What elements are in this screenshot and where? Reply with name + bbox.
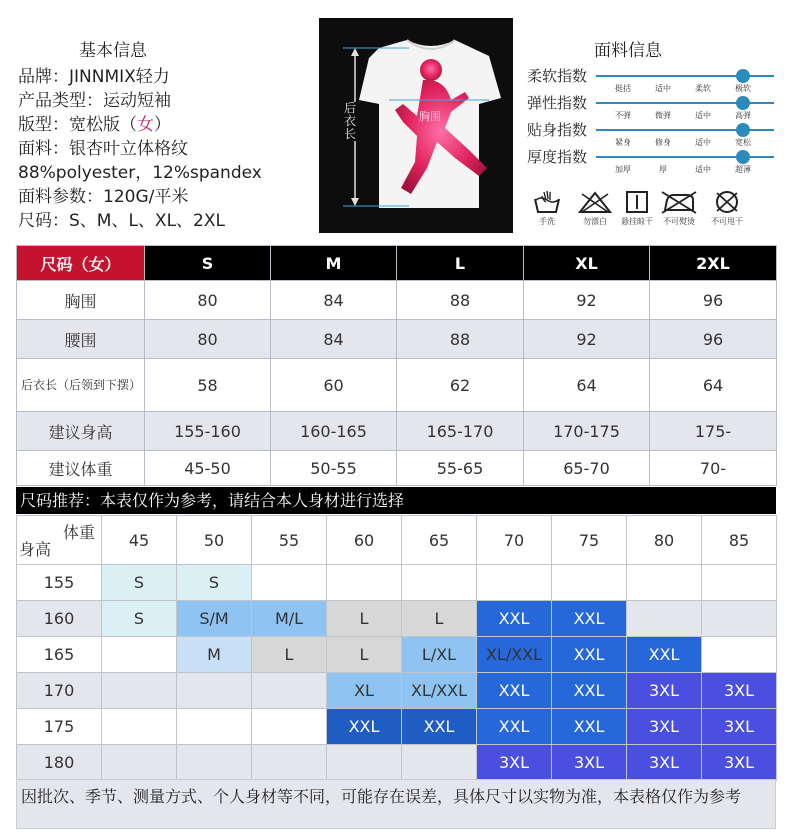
recommended-size-cell: S bbox=[102, 565, 177, 601]
fabric-index-tick: 极软 bbox=[735, 84, 751, 93]
size-table-header bbox=[17, 246, 777, 281]
empty-cell bbox=[702, 637, 777, 673]
recommended-size-cell: XXL bbox=[552, 637, 627, 673]
size-value-cell: 64 bbox=[524, 359, 650, 412]
fabric-index-tick: 适中 bbox=[695, 138, 711, 147]
weight-header-cell: 55 bbox=[252, 516, 327, 565]
weight-axis-label: 体重 bbox=[62, 523, 95, 542]
fit-highlight: 女 bbox=[137, 115, 154, 135]
size-value-cell: 88 bbox=[397, 320, 524, 359]
fit-prefix: 版型：宽松版（ bbox=[18, 115, 137, 135]
params-line: 面料参数：120G/平米 bbox=[18, 187, 189, 207]
fabric-index-tick: 适中 bbox=[655, 84, 671, 93]
disclaimer-note: 因批次、季节、测量方式、个人身材等不同，可能存在误差，具体尺寸以实物为准，本表格仅作为参考 bbox=[16, 779, 776, 829]
fabric-index-marker bbox=[736, 96, 750, 110]
recommended-size-cell: L bbox=[327, 637, 402, 673]
recommended-size-cell: XXL bbox=[477, 601, 552, 637]
empty-cell bbox=[102, 673, 177, 709]
size-value-cell: 88 bbox=[397, 281, 524, 320]
recommended-size-cell: S bbox=[177, 565, 252, 601]
care-label: 悬挂晾干 bbox=[621, 217, 653, 226]
size-table-row bbox=[17, 412, 777, 451]
size-value-cell: 70- bbox=[650, 451, 777, 486]
empty-cell bbox=[177, 673, 252, 709]
size-value-cell: 55-65 bbox=[397, 451, 524, 486]
header-cell: M bbox=[271, 246, 397, 281]
recommended-size-cell: 3XL bbox=[627, 745, 702, 781]
weight-header-cell: 65 bbox=[402, 516, 477, 565]
row-label-cell: 建议体重 bbox=[17, 451, 145, 486]
empty-cell bbox=[327, 745, 402, 781]
empty-cell bbox=[477, 565, 552, 601]
fit-line bbox=[18, 113, 318, 137]
size-value-cell: 160-165 bbox=[271, 412, 397, 451]
fabric-index-row bbox=[523, 93, 793, 120]
empty-cell bbox=[177, 745, 252, 781]
weight-header-cell: 60 bbox=[327, 516, 402, 565]
recommended-size-cell: XL/XXL bbox=[477, 637, 552, 673]
care-item bbox=[701, 190, 753, 227]
corner-cell bbox=[17, 516, 102, 565]
empty-cell bbox=[102, 745, 177, 781]
fabric-index-row bbox=[523, 120, 793, 147]
fabric-index-tick: 紧身 bbox=[615, 138, 631, 147]
fabric-index-label: 贴身指数 bbox=[527, 121, 588, 139]
header-cell: L bbox=[397, 246, 524, 281]
header-cell: 2XL bbox=[650, 246, 777, 281]
height-row bbox=[17, 637, 777, 673]
hang-dry-icon bbox=[624, 190, 650, 214]
size-value-cell: 58 bbox=[145, 359, 271, 412]
recommended-size-cell: S/M bbox=[177, 601, 252, 637]
brand-line: 品牌：JINNMIX轻力 bbox=[18, 67, 170, 87]
empty-cell bbox=[177, 709, 252, 745]
fabric-index-tick: 适中 bbox=[695, 165, 711, 174]
recommended-size-cell: M/L bbox=[252, 601, 327, 637]
empty-cell bbox=[252, 745, 327, 781]
empty-cell bbox=[327, 565, 402, 601]
row-label-cell: 胸围 bbox=[17, 281, 145, 320]
row-label-cell: 后衣长（后领到下摆） bbox=[17, 359, 145, 412]
care-item bbox=[653, 190, 705, 227]
empty-cell bbox=[102, 637, 177, 673]
hand-wash-icon bbox=[532, 190, 562, 214]
height-label-cell: 160 bbox=[17, 601, 102, 637]
fabric-index-marker bbox=[736, 150, 750, 164]
fabric-index-tick: 柔软 bbox=[695, 84, 711, 93]
empty-cell bbox=[252, 709, 327, 745]
recommended-size-cell: XXL bbox=[477, 709, 552, 745]
size-value-cell: 92 bbox=[524, 281, 650, 320]
fabric-index-marker bbox=[736, 123, 750, 137]
fabric-line: 面料：银杏叶立体格纹 bbox=[18, 139, 188, 159]
recommended-size-cell: 3XL bbox=[477, 745, 552, 781]
fabric-info-heading: 面料信息 bbox=[594, 41, 662, 61]
basic-info-heading: 基本信息 bbox=[79, 41, 147, 61]
height-label-cell: 165 bbox=[17, 637, 102, 673]
recommended-size-cell: L/XL bbox=[402, 637, 477, 673]
product-photo bbox=[319, 18, 513, 233]
weight-header-cell: 50 bbox=[177, 516, 252, 565]
fabric-index-label: 厚度指数 bbox=[527, 148, 588, 166]
fabric-index-tick: 宽松 bbox=[735, 138, 751, 147]
size-value-cell: 62 bbox=[397, 359, 524, 412]
fabric-index-tick: 微弹 bbox=[655, 111, 671, 120]
empty-cell bbox=[102, 709, 177, 745]
fabric-index-tick: 高弹 bbox=[735, 111, 751, 120]
fabric-index-tick: 挺括 bbox=[615, 84, 631, 93]
care-label: 不可甩干 bbox=[711, 217, 743, 226]
empty-cell bbox=[702, 565, 777, 601]
recommended-size-cell: S bbox=[102, 601, 177, 637]
empty-cell bbox=[252, 673, 327, 709]
size-value-cell: 65-70 bbox=[524, 451, 650, 486]
recommended-size-cell: 3XL bbox=[627, 673, 702, 709]
type-line: 产品类型：运动短袖 bbox=[18, 91, 171, 111]
size-table-row bbox=[17, 451, 777, 486]
fit-suffix: ） bbox=[154, 115, 171, 135]
size-value-cell: 96 bbox=[650, 281, 777, 320]
height-axis-label: 身高 bbox=[19, 540, 52, 559]
recommended-size-cell: XL bbox=[327, 673, 402, 709]
fabric-info bbox=[523, 40, 793, 174]
care-label: 不可熨烫 bbox=[663, 217, 695, 226]
recommended-size-cell: 3XL bbox=[627, 709, 702, 745]
size-value-cell: 84 bbox=[271, 320, 397, 359]
fabric-index-tick: 超薄 bbox=[735, 165, 751, 174]
fabric-index-tick: 加厚 bbox=[615, 165, 631, 174]
size-table bbox=[16, 245, 777, 486]
fabric-index-tick: 厚 bbox=[659, 165, 667, 174]
size-value-cell: 175- bbox=[650, 412, 777, 451]
composition-line: 88%polyester，12%spandex bbox=[18, 163, 262, 183]
header-cell: XL bbox=[524, 246, 650, 281]
empty-cell bbox=[402, 565, 477, 601]
recommended-size-cell: 3XL bbox=[552, 745, 627, 781]
size-table-row bbox=[17, 281, 777, 320]
recommended-size-cell: XXL bbox=[552, 709, 627, 745]
recommended-size-cell: XXL bbox=[627, 637, 702, 673]
recommended-size-cell: XXL bbox=[402, 709, 477, 745]
height-label-cell: 155 bbox=[17, 565, 102, 601]
height-row bbox=[17, 709, 777, 745]
fabric-index-row bbox=[523, 66, 793, 93]
recommended-size-cell: XXL bbox=[327, 709, 402, 745]
height-label-cell: 180 bbox=[17, 745, 102, 781]
header-cell: S bbox=[145, 246, 271, 281]
basic-info bbox=[18, 40, 318, 233]
recommended-size-cell: 3XL bbox=[702, 709, 777, 745]
fabric-index-label: 柔软指数 bbox=[527, 67, 588, 85]
care-item bbox=[521, 190, 573, 227]
recommended-size-cell: XL/XXL bbox=[402, 673, 477, 709]
size-value-cell: 64 bbox=[650, 359, 777, 412]
height-row bbox=[17, 745, 777, 781]
row-label-cell: 腰围 bbox=[17, 320, 145, 359]
size-value-cell: 84 bbox=[271, 281, 397, 320]
weight-header-cell: 80 bbox=[627, 516, 702, 565]
recommended-size-cell: XXL bbox=[477, 673, 552, 709]
weight-header-cell: 70 bbox=[477, 516, 552, 565]
fabric-index-tick: 适中 bbox=[695, 111, 711, 120]
care-label: 手洗 bbox=[539, 217, 555, 226]
size-value-cell: 92 bbox=[524, 320, 650, 359]
care-icons bbox=[531, 190, 781, 232]
size-table-row bbox=[17, 320, 777, 359]
size-value-cell: 80 bbox=[145, 320, 271, 359]
recommended-size-cell: 3XL bbox=[702, 745, 777, 781]
no-bleach-icon bbox=[578, 190, 612, 214]
fabric-index-marker bbox=[736, 69, 750, 83]
size-value-cell: 96 bbox=[650, 320, 777, 359]
care-label: 勿漂白 bbox=[583, 217, 607, 226]
no-iron-icon bbox=[659, 190, 699, 214]
recommended-size-cell: L bbox=[252, 637, 327, 673]
weight-header-row bbox=[17, 516, 777, 565]
size-value-cell: 80 bbox=[145, 281, 271, 320]
fabric-index-row bbox=[523, 147, 793, 174]
recommended-size-cell: XXL bbox=[552, 601, 627, 637]
back-length-label: 后衣长 bbox=[343, 101, 356, 141]
recommended-size-cell: L bbox=[327, 601, 402, 637]
weight-header-cell: 75 bbox=[552, 516, 627, 565]
size-value-cell: 155-160 bbox=[145, 412, 271, 451]
height-row bbox=[17, 673, 777, 709]
weight-header-cell: 85 bbox=[702, 516, 777, 565]
size-table-row bbox=[17, 359, 777, 412]
empty-cell bbox=[252, 565, 327, 601]
size-value-cell: 60 bbox=[271, 359, 397, 412]
chest-label: 胸围 bbox=[419, 110, 441, 123]
recommended-size-cell: L bbox=[402, 601, 477, 637]
fabric-index-tick: 不弹 bbox=[615, 111, 631, 120]
empty-cell bbox=[402, 745, 477, 781]
height-row bbox=[17, 601, 777, 637]
fabric-index-tick: 修身 bbox=[655, 138, 671, 147]
size-value-cell: 45-50 bbox=[145, 451, 271, 486]
recommended-size-cell: 3XL bbox=[702, 673, 777, 709]
height-label-cell: 170 bbox=[17, 673, 102, 709]
header-cell: 尺码（女） bbox=[17, 246, 145, 281]
recommended-size-cell: M bbox=[177, 637, 252, 673]
height-label-cell: 175 bbox=[17, 709, 102, 745]
empty-cell bbox=[627, 601, 702, 637]
empty-cell bbox=[702, 601, 777, 637]
height-row bbox=[17, 565, 777, 601]
empty-cell bbox=[552, 565, 627, 601]
weight-header-cell: 45 bbox=[102, 516, 177, 565]
recommendation-title: 尺码推荐：本表仅作为参考，请结合本人身材进行选择 bbox=[16, 487, 776, 514]
row-label-cell: 建议身高 bbox=[17, 412, 145, 451]
size-value-cell: 165-170 bbox=[397, 412, 524, 451]
size-value-cell: 170-175 bbox=[524, 412, 650, 451]
empty-cell bbox=[627, 565, 702, 601]
fabric-index-label: 弹性指数 bbox=[527, 94, 588, 112]
size-value-cell: 50-55 bbox=[271, 451, 397, 486]
recommended-size-cell: XXL bbox=[552, 673, 627, 709]
no-tumble-dry-icon bbox=[712, 190, 742, 214]
sizes-line: 尺码：S、M、L、XL、2XL bbox=[18, 211, 225, 231]
recommendation-table bbox=[16, 515, 777, 781]
